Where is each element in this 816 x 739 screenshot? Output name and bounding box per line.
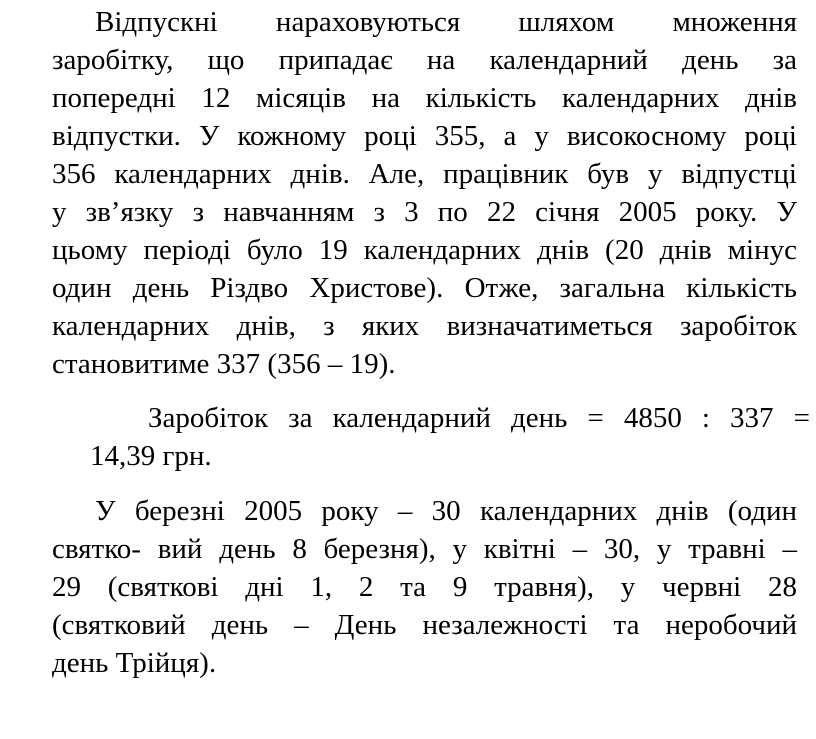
paragraph-1-line-7: цьому періоді було 19 календарних днів (20 днів мінус <box>52 234 797 266</box>
paragraph-1-line-4: відпустки. У кожному році 355, а у високосному році <box>52 120 797 152</box>
paragraph-1-line-9: календарних днів, з яких визначатиметься заробіток <box>52 310 797 342</box>
paragraph-3-line-3: 29 (святкові дні 1, 2 та 9 травня), у червні 28 <box>52 571 797 603</box>
paragraph-1-line-6: у зв’язку з навчанням з 3 по 22 січня 2005 року. У <box>52 196 797 228</box>
paragraph-2-line-2: 14,39 грн. <box>90 440 212 472</box>
paragraph-1-line-3: попередні 12 місяців на кількість календарних днів <box>52 82 797 114</box>
paragraph-1-line-5: 356 календарних днів. Але, працівник був у відпустці <box>52 158 797 190</box>
paragraph-1-line-10: становитиме 337 (356 – 19). <box>52 348 396 380</box>
paragraph-1-line-8: один день Різдво Христове). Отже, загальна кількість <box>52 272 797 304</box>
paragraph-1-line-1: Відпускні нараховуються шляхом множення <box>95 6 797 38</box>
paragraph-3-line-1: У березні 2005 року – 30 календарних днів (один <box>95 495 797 527</box>
paragraph-3-line-2: святко- вий день 8 березня), у квітні – 30, у травні – <box>52 533 797 565</box>
paragraph-3-line-5: день Трійця). <box>52 647 217 679</box>
paragraph-1-line-2: заробітку, що припадає на календарний день за <box>52 44 797 76</box>
paragraph-3-line-4: (святковий день – День незалежності та неробочий <box>52 609 797 641</box>
paragraph-2-line-1: Заробіток за календарний день = 4850 : 337 = <box>148 402 810 434</box>
